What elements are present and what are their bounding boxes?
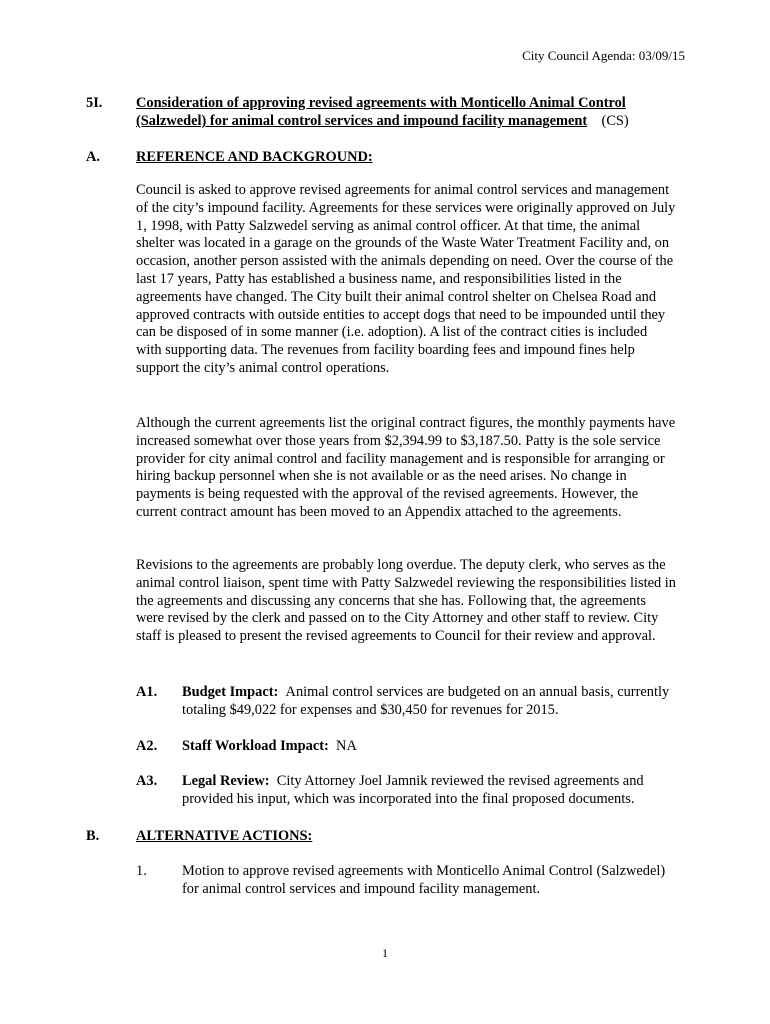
budget-impact-label: Budget Impact: (182, 684, 279, 700)
budget-impact-text: Animal control services are budgeted on an annual basis, currently totaling $49,022 for expenses and $30,450 for revenues for 2015. (182, 684, 670, 718)
legal-review-body (182, 772, 676, 808)
staff-workload-body (182, 737, 676, 755)
item-number: 5I. (86, 95, 103, 111)
section-a-title: REFERENCE AND BACKGROUND: (136, 149, 373, 165)
agenda-header: City Council Agenda: 03/09/15 (522, 48, 685, 63)
alternative-action-1-number: 1. (136, 863, 147, 879)
legal-review-label: Legal Review: (182, 773, 270, 789)
page-number: 1 (382, 946, 388, 960)
staff-workload-code: A2. (136, 738, 158, 754)
staff-workload-text: NA (336, 738, 357, 754)
background-paragraph-3: Revisions to the agreements are probably long overdue. The deputy clerk, who serves as the animal control liaison, spent time with Patty Salzwedel reviewing the responsibilities listed in the agreements and discussing any concerns that she has. Following that, the agreements were revised by the clerk and passed on to the City Attorney and other staff to review. City staff is pleased to present the revised agreements to Council for their review and approval. (136, 557, 676, 645)
section-b-letter: B. (86, 828, 100, 844)
legal-review-code: A3. (136, 773, 158, 789)
item-tag: (CS) (601, 113, 629, 129)
staff-workload-label: Staff Workload Impact: (182, 738, 329, 754)
background-paragraph-1: Council is asked to approve revised agreements for animal control services and management of the city’s impound facility. Agreements for these services were originally approved on July 1, 1998, with Patty Salzwedel serving as animal control officer. At that time, the animal shelter was located in a garage on the grounds of the Waste Water Treatment Facility and, on occasion, another person assisted with the animals depending on need. Over the course of the last 17 years, Patty has established a business name, and responsibilities listed in the agreements have changed. The City built their animal control shelter on Chelsea Road and approved contracts with outside entities to accept dogs that need to be impounded until they can be disposed of in some manner (i.e. adoption). A list of the contract cities is included with supporting data. The revenues from facility boarding fees and impound fines help support the city’s animal control operations. (136, 182, 676, 376)
section-b-title: ALTERNATIVE ACTIONS: (136, 828, 313, 844)
budget-impact-body (182, 683, 676, 719)
section-a-letter: A. (86, 149, 100, 165)
item-title: Consideration of approving revised agreements with Monticello Animal Control (Salzwedel) for animal control services and impound facility management (136, 95, 626, 129)
item-title-block (136, 94, 696, 130)
alternative-action-1-text: Motion to approve revised agreements with Monticello Animal Control (Salzwedel) for animal control services and impound facility management. (182, 863, 666, 897)
legal-review-text: City Attorney Joel Jamnik reviewed the revised agreements and provided his input, which was incorporated into the final proposed documents. (182, 773, 644, 807)
background-paragraph-2: Although the current agreements list the original contract figures, the monthly payments have increased somewhat over those years from $2,394.99 to $3,187.50. Patty is the sole service provider for city animal control and facility management and is responsible for arranging or hiring backup personnel when she is not available or as the need arises. No change in payments is being requested with the approval of the revised agreements. However, the current contract amount has been moved to an Appendix attached to the agreements. (136, 415, 676, 520)
budget-impact-code: A1. (136, 684, 158, 700)
